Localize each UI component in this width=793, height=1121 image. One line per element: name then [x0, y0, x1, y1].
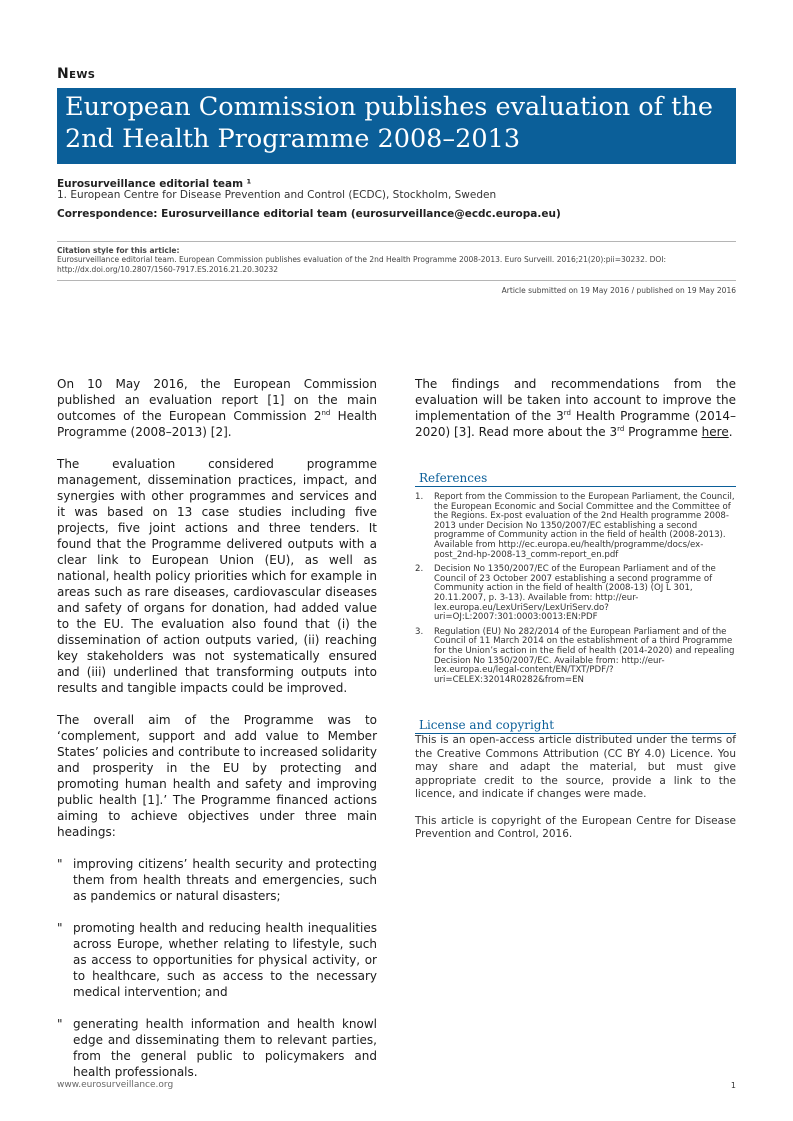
- reference-item: 2. Decision No 1350/2007/EC of the European Parliament and of the Council of 23 October 2007 establishing a second programme of Community action in the field of health (2008-13) (OJ L 301, 20.11.2007, p. 3-13). Available from: http://eur-lex.europa.eu/LexUriServ/LexUriServ.do?uri=OJ:L:2007:301:0003:0013:EN:PDF: [415, 564, 716, 623]
- section-label: News: [57, 66, 96, 82]
- left-column: [57, 376, 377, 1080]
- references-list: [415, 493, 736, 685]
- bullet-item: " promoting health and reducing health inequalities across Europe, whether relating to lifestyle, such as access to opportunities for physical activity, or to healthcare, such as access to the necessary medical intervention; and: [57, 921, 377, 999]
- correspondence: Correspondence: Eurosurveillance editorial team (eurosurveillance@ecdc.europa.eu): [57, 208, 561, 220]
- submission-dates: Article submitted on 19 May 2016 / published on 19 May 2016: [501, 286, 736, 295]
- programme-link[interactable]: here: [701, 425, 729, 439]
- citation-heading: Citation style for this article:: [57, 246, 180, 255]
- paragraph-intro: On 10 May 2016, the European Commission published an evaluation report [1] on the main outcomes of the European Commission 2nd Health Programme (2008–2013) [2].: [57, 377, 377, 439]
- right-column: [415, 376, 736, 842]
- citation-text[interactable]: Eurosurveillance editorial team. European Commission publishes evaluation of the 2nd Health Programme 2008-2013. Euro Surveill. 2016;21(20):pii=30232. DOI: http://dx.doi.org/10.2807/1560-7917.ES.2016.21.20.30232: [57, 255, 667, 274]
- divider: [57, 280, 736, 281]
- license-heading: License and copyright: [415, 718, 736, 734]
- reference-item: 3. Regulation (EU) No 282/2014 of the European Parliament and of the Council of 11 March 2014 on the establishment of a third Programme for the Union’s action in the field of health (2014-2020) and repealing Decision No 1350/2007/EC. Available from: http://eur-lex.europa.eu/legal-content/EN/TXT/PDF/?uri=CELEX:32014R0282&from=EN: [415, 626, 735, 685]
- footer-url[interactable]: www.eurosurveillance.org: [57, 1080, 174, 1090]
- references-heading: References: [415, 471, 736, 487]
- affiliation: 1. European Centre for Disease Prevention and Control (ECDC), Stockholm, Sweden: [57, 189, 497, 201]
- paragraph-findings: The findings and recommendations from the evaluation will be taken into account to improve the implementation of the 3rd Health Programme (2014–2020) [3]. Read more about the 3rd Programme here.: [415, 377, 736, 439]
- article-title: European Commission publishes evaluation of the 2nd Health Programme 2008–2013: [65, 92, 713, 154]
- reference-item: 1. Report from the Commission to the European Parliament, the Council, the European Economic and Social Committee and the Committee of the Regions. Ex-post evaluation of the 2nd Health programme 2008-2013 under Decision No 1350/2007/EC establishing a second programme of Community action in the field of health (2008-2013). Available from http://ec.europa.eu/health/programme/docs/ex-post_2nd-hp-2008-13_comm-report_en.pdf: [415, 492, 735, 560]
- title-banner: [57, 88, 736, 164]
- paragraph-evaluation: The evaluation considered programme management, dissemination practices, impact, and synergies with other programmes and services and it was based on 13 case studies including five projects, five joint actions and three tenders. It found that the Programme delivered outputs with a clear link to European Union (EU), as well as national, health policy priorities which for example in areas such as rare diseases, cardiovascular diseases and safety of organs for donation, had added value to the EU. The evaluation also found that (i) the dissemination of action outputs varied, (ii) reaching key stakeholders was not systematically ensured and (iii) underlined that transforming outputs into results and tangible impacts could be improved.: [57, 457, 377, 695]
- license-text: This is an open-access article distributed under the terms of the Creative Commons Attribution (CC BY 4.0) Licence. You may share and adapt the material, but must give appropriate credit to the source, provide a link to the licence, and indicate if changes were made.: [415, 734, 736, 801]
- bullet-item: " improving citizens’ health security and protecting them from health threats and emergencies, such as pandemics or natural disasters;: [57, 857, 377, 903]
- copyright-text: This article is copyright of the European Centre for Disease Prevention and Control, 2016.: [415, 814, 736, 841]
- authors: Eurosurveillance editorial team ¹: [57, 178, 252, 190]
- divider: [57, 241, 736, 242]
- bullet-item: " generating health information and health knowl edge and disseminating them to relevant parties, from the general public to policymakers and health professionals.: [57, 1017, 377, 1079]
- page-number: 1: [730, 1081, 736, 1090]
- paragraph-aim: The overall aim of the Programme was to ‘complement, support and add value to Member States’ policies and contribute to increased solidarity and prosperity in the EU by protecting and promoting human health and safety and improving public health [1].’ The Programme financed actions aiming to achieve objectives under three main headings:: [57, 713, 377, 839]
